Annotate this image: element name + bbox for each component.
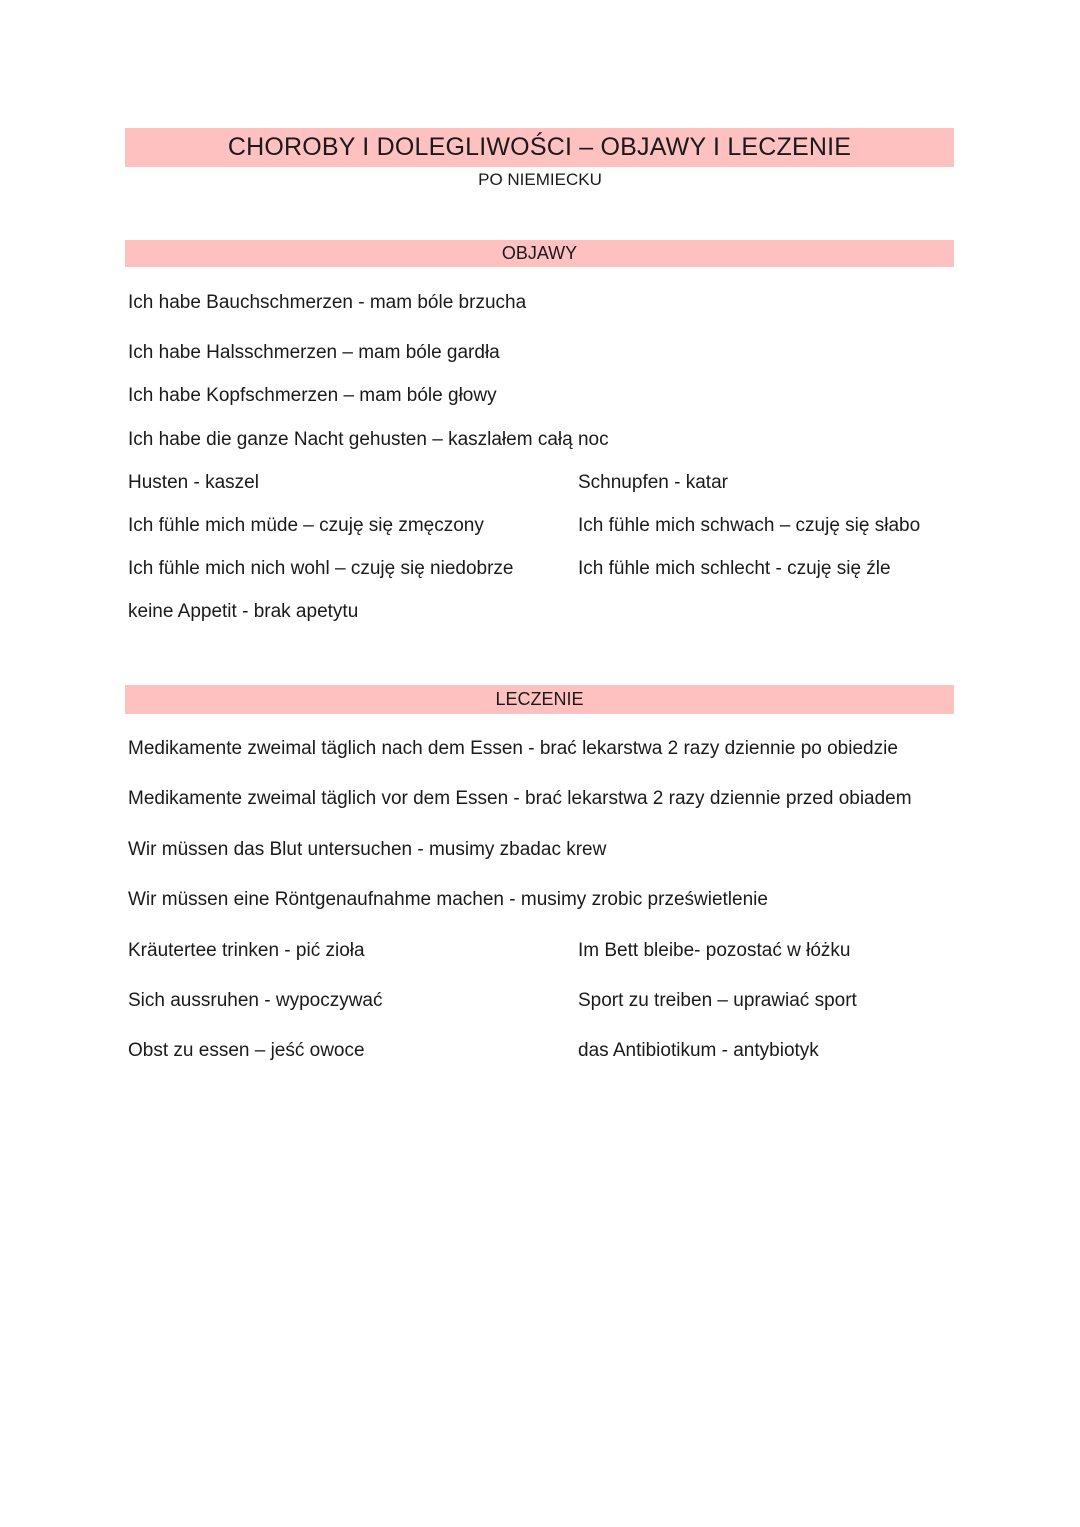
symptom-right-item: Ich fühle mich schlecht - czuję się źle [578,558,891,579]
treatment-left-item: Sich aussruhen - wypoczywać [128,990,383,1011]
symptom-line: Ich habe Kopfschmerzen – mam bóle głowy [128,385,497,406]
treatment-line: Medikamente zweimal täglich vor dem Essen - brać lekarstwa 2 razy dziennie przed obiadem [128,788,912,809]
treatment-line: Wir müssen eine Röntgenaufnahme machen - musimy zrobic prześwietlenie [128,889,768,910]
treatment-left-item: Obst zu essen – jeść owoce [128,1040,365,1061]
symptom-line: Ich habe Bauchschmerzen - mam bóle brzucha [128,292,527,313]
treatment-right-item: das Antibiotikum - antybiotyk [578,1040,819,1061]
treatment-line: Medikamente zweimal täglich nach dem Essen - brać lekarstwa 2 razy dziennie po obiedzie [128,738,898,759]
section-heading-treatment: LECZENIE [125,685,954,714]
page-subtitle: PO NIEMIECKU [478,170,602,189]
symptom-line: Ich habe die ganze Nacht gehusten – kaszlałem całą noc [128,429,609,450]
symptom-left-item: Ich fühle mich nich wohl – czuję się niedobrze [128,558,514,579]
symptom-left-item: Ich fühle mich müde – czuję się zmęczony [128,515,484,536]
section-heading-symptoms: OBJAWY [125,240,954,267]
treatment-line: Wir müssen das Blut untersuchen - musimy zbadac krew [128,839,607,860]
treatment-right-item: Im Bett bleibe- pozostać w łóżku [578,940,851,961]
treatment-right-item: Sport zu treiben – uprawiać sport [578,990,857,1011]
page-title: CHOROBY I DOLEGLIWOŚCI – OBJAWY I LECZENIE [125,128,954,167]
symptom-right-item: Ich fühle mich schwach – czuję się słabo [578,515,921,536]
symptom-line: Ich habe Halsschmerzen – mam bóle gardła [128,342,500,363]
symptom-right-item: Schnupfen - katar [578,472,728,493]
symptom-left-item: keine Appetit - brak apetytu [128,601,359,622]
treatment-left-item: Kräutertee trinken - pić zioła [128,940,365,961]
symptom-left-item: Husten - kaszel [128,472,259,493]
